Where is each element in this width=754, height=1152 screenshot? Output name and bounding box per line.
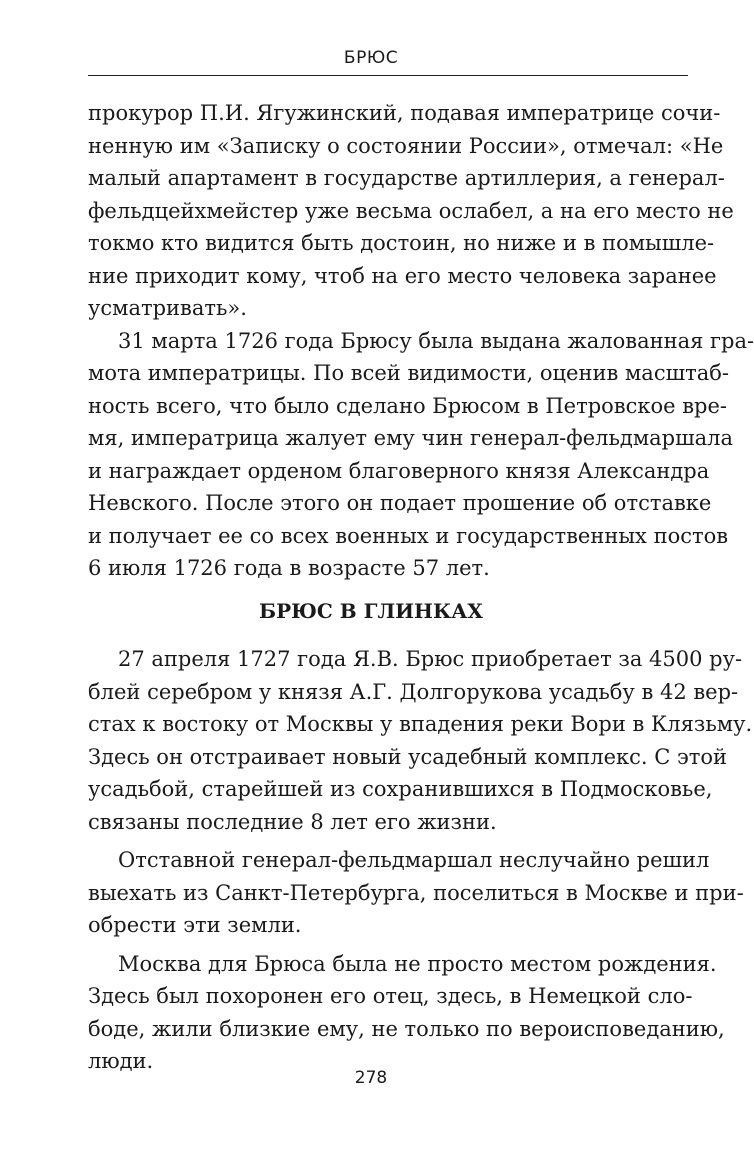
text-line: Невского. После этого он подает прошение об отставке <box>88 491 712 515</box>
text-line: прокурор П.И. Ягужинский, подавая императрице сочи- <box>88 101 721 125</box>
text-line: 27 апреля 1727 года Я.В. Брюс приобретает за 4500 ру- <box>118 647 743 671</box>
paragraph <box>88 643 753 838</box>
text-line: малый апартамент в государстве артиллерия, а генерал- <box>88 166 725 190</box>
text-line: блей серебром у князя А.Г. Долгорукова усадьбу в 42 вер- <box>88 679 739 704</box>
paragraph <box>88 325 754 585</box>
text-line: токмо кто видится быть достоин, но ниже и в помышле- <box>88 231 715 255</box>
header-rule <box>88 75 688 76</box>
text-line: выехать из Санкт-Петербурга, поселиться в Москве и при- <box>88 880 744 905</box>
text-line: Здесь был похоронен его отец, здесь, в Немецкой сло- <box>88 984 693 1008</box>
text-block-after-heading <box>88 643 753 1078</box>
running-title: БРЮС <box>343 48 399 68</box>
section-heading: БРЮС В ГЛИНКАХ <box>259 599 483 623</box>
paragraph <box>88 97 734 325</box>
text-line: ненную им «Записку о состоянии России», отмечал: «Не <box>88 133 724 158</box>
page-number: 278 <box>354 1068 388 1088</box>
text-line: и награждает орденом благоверного князя Александра <box>88 458 710 483</box>
paragraph <box>88 844 744 942</box>
text-line: Отставной генерал-фельдмаршал неслучайно решил <box>118 848 710 872</box>
text-line: связаны последние 8 лет его жизни. <box>88 809 497 834</box>
paragraph <box>88 948 725 1078</box>
text-line: усадьбой, старейшей из сохранившихся в Подмосковье, <box>88 777 713 801</box>
text-line: мя, императрица жалует ему чин генерал-фельдмаршала <box>88 426 734 450</box>
text-line: и получает ее со всех военных и государственных постов <box>88 523 729 548</box>
text-line: стах к востоку от Москвы у впадения реки Вори в Клязьму. <box>88 712 753 736</box>
text-line: ние приходит кому, чтоб на его место человека заранее <box>88 263 717 288</box>
text-block-before-heading <box>88 97 754 585</box>
text-line: Здесь он отстраивает новый усадебный комплекс. С этой <box>88 744 728 769</box>
text-line: 6 июля 1726 года в возрасте 57 лет. <box>88 556 490 580</box>
text-line: боде, жили близкие ему, не только по вероисповеданию, <box>88 1016 725 1041</box>
text-line: люди. <box>88 1049 154 1073</box>
text-line: 31 марта 1726 года Брюсу была выдана жалованная гра- <box>118 328 754 353</box>
text-line: мота императрицы. По всей видимости, оценив масштаб- <box>88 361 729 385</box>
text-line: ность всего, что было сделано Брюсом в Петровское вре- <box>88 393 728 418</box>
text-line: Москва для Брюса была не просто местом рождения. <box>118 951 717 976</box>
text-line: усматривать». <box>88 296 247 320</box>
text-line: фельдцейхмейстер уже весьма ослабел, а на его место не <box>88 198 734 223</box>
text-line: обрести эти земли. <box>88 913 302 937</box>
